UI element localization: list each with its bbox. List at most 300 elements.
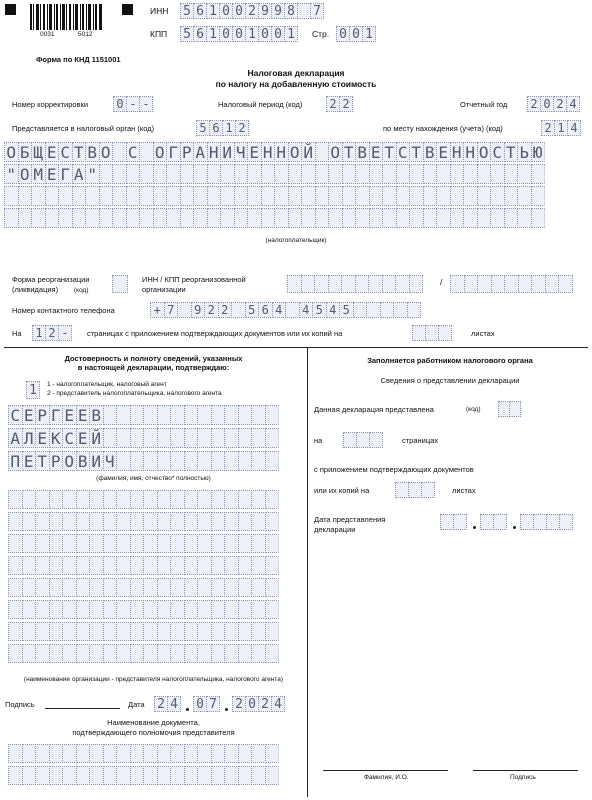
cell — [559, 514, 573, 530]
cell — [170, 600, 185, 619]
cell — [103, 490, 118, 509]
cell — [103, 578, 118, 597]
cell: В — [85, 142, 100, 162]
cell — [143, 766, 158, 785]
cell — [184, 451, 199, 471]
cell — [180, 208, 195, 228]
cell: Е — [76, 405, 91, 425]
cell — [45, 208, 60, 228]
cell — [328, 186, 343, 206]
cell: Е — [436, 142, 451, 162]
cell — [220, 186, 235, 206]
cell: Р — [180, 142, 195, 162]
cell — [62, 766, 77, 785]
cell — [49, 534, 64, 553]
cell — [408, 482, 422, 498]
cell — [72, 186, 87, 206]
cell — [224, 556, 239, 575]
submitted-label: Данная декларация представлена — [314, 405, 434, 414]
period-field[interactable] — [326, 96, 352, 112]
cell: И — [89, 451, 104, 471]
cell: Т — [35, 451, 50, 471]
cell — [49, 622, 64, 641]
cell: 9 — [271, 3, 285, 19]
cell — [197, 428, 212, 448]
cell — [62, 512, 77, 531]
cell — [438, 325, 452, 341]
reorg-label-2: (ликвидация) — [12, 285, 59, 294]
cell — [4, 208, 19, 228]
date-month-field[interactable] — [193, 696, 219, 712]
cell — [143, 512, 158, 531]
cell — [116, 512, 131, 531]
cell: А — [193, 142, 208, 162]
location-field[interactable] — [541, 120, 580, 136]
cell — [395, 482, 409, 498]
cell — [211, 405, 226, 425]
cell: Ю — [531, 142, 546, 162]
cell: О — [477, 142, 492, 162]
cell: Г — [49, 405, 64, 425]
cell: Ч — [234, 142, 249, 162]
slash: / — [440, 277, 443, 287]
barcode-number-right: 5012 — [78, 31, 93, 38]
cell — [99, 208, 114, 228]
cell: 6 — [258, 302, 273, 318]
cell: Б — [18, 142, 33, 162]
cell — [224, 622, 239, 641]
cell — [261, 208, 276, 228]
cell: 1 — [222, 120, 236, 136]
cell: Н — [450, 142, 465, 162]
cell — [126, 164, 141, 184]
location-label: по месту нахождения (учета) (код) — [383, 124, 503, 133]
cell — [31, 208, 46, 228]
cell: 1 — [284, 26, 298, 42]
form-code: Форма по КНД 1151001 — [36, 55, 121, 64]
cell — [49, 644, 64, 663]
cell: 4 — [566, 96, 580, 112]
cell — [103, 766, 118, 785]
rep-org-line-6[interactable] — [8, 600, 278, 619]
phone-field[interactable] — [150, 302, 420, 318]
cell — [130, 744, 145, 763]
cell — [153, 164, 168, 184]
cell: 0 — [193, 696, 207, 712]
cell: 7 — [310, 3, 324, 19]
cell — [477, 275, 492, 293]
cell — [35, 534, 50, 553]
cell — [382, 275, 397, 293]
submitted-code-label: (код) — [466, 406, 481, 413]
cell — [504, 208, 519, 228]
cell — [143, 600, 158, 619]
cell — [453, 514, 467, 530]
cell — [130, 490, 145, 509]
date-separator — [186, 708, 189, 711]
correction-field[interactable] — [113, 96, 152, 112]
cell — [72, 208, 87, 228]
cell — [412, 325, 426, 341]
cell — [224, 428, 239, 448]
cell — [247, 208, 262, 228]
cell — [546, 514, 560, 530]
cell: Н — [207, 142, 222, 162]
rep-org-line-8[interactable] — [8, 644, 278, 663]
date-year-field[interactable] — [232, 696, 284, 712]
cell — [116, 766, 131, 785]
cell — [436, 186, 451, 206]
cell — [4, 186, 19, 206]
cell — [99, 186, 114, 206]
on-label: на — [314, 436, 323, 445]
cell — [49, 600, 64, 619]
cell — [238, 622, 253, 641]
authority-field[interactable] — [196, 120, 248, 136]
cell — [355, 208, 370, 228]
cell — [369, 186, 384, 206]
column-divider — [307, 347, 308, 797]
cell: Е — [35, 428, 50, 448]
cell — [130, 512, 145, 531]
cell — [22, 534, 37, 553]
cell — [89, 556, 104, 575]
cell — [251, 490, 266, 509]
cell: Е — [45, 164, 60, 184]
reorg-code-field[interactable] — [112, 275, 127, 293]
cell — [8, 744, 23, 763]
cell — [8, 622, 23, 641]
cell — [224, 644, 239, 663]
cell — [143, 622, 158, 641]
cell — [490, 208, 505, 228]
cell — [170, 534, 185, 553]
cell — [112, 275, 128, 293]
cell — [35, 622, 50, 641]
cell — [238, 644, 253, 663]
cell — [112, 208, 127, 228]
cell — [211, 622, 226, 641]
cell: 7 — [206, 696, 220, 712]
cell — [139, 208, 154, 228]
cell — [49, 490, 64, 509]
cell: Т — [72, 142, 87, 162]
cell — [58, 186, 73, 206]
cell — [89, 744, 104, 763]
inn-field[interactable] — [180, 3, 323, 19]
cell: 2 — [527, 96, 541, 112]
left-header-2: в настоящей декларации, подтверждаю: — [77, 363, 230, 372]
title-line-1: Налоговая декларация — [247, 68, 345, 78]
cell — [368, 275, 383, 293]
submit-day-field[interactable] — [440, 514, 466, 530]
cell — [62, 490, 77, 509]
cell — [224, 534, 239, 553]
cell — [251, 644, 266, 663]
doc-caption-1: Наименование документа, — [107, 718, 200, 727]
doc-line-2[interactable] — [8, 766, 278, 785]
cell — [531, 164, 546, 184]
doc-line-1[interactable] — [8, 744, 278, 763]
cell: 5 — [180, 26, 194, 42]
cell: Й — [301, 142, 316, 162]
cell — [224, 405, 239, 425]
date-separator — [473, 526, 476, 529]
submitted-code-field[interactable] — [498, 401, 520, 417]
cell: М — [31, 164, 46, 184]
cell — [504, 186, 519, 206]
cell — [197, 512, 212, 531]
submit-year-field[interactable] — [520, 514, 572, 530]
cell — [197, 534, 212, 553]
cell — [220, 208, 235, 228]
cell — [130, 405, 145, 425]
cell — [184, 512, 199, 531]
cell — [89, 622, 104, 641]
signature-line[interactable] — [45, 708, 120, 709]
cell — [315, 208, 330, 228]
tax-pages-field[interactable] — [343, 432, 382, 448]
rep-org-line-2[interactable] — [8, 512, 278, 531]
cell — [409, 208, 424, 228]
cell — [8, 766, 23, 785]
cell — [423, 186, 438, 206]
cell — [126, 186, 141, 206]
cell — [517, 208, 532, 228]
sign-line[interactable] — [473, 770, 578, 771]
cell — [62, 622, 77, 641]
right-header: Заполняется работником налогового органа — [367, 356, 533, 365]
cell — [251, 534, 266, 553]
cell — [558, 275, 573, 293]
cell — [22, 578, 37, 597]
cell: С — [58, 142, 73, 162]
cell: 2 — [45, 325, 59, 341]
cell — [301, 208, 316, 228]
cell — [49, 744, 64, 763]
cell: 2 — [235, 120, 249, 136]
cell — [197, 451, 212, 471]
cell — [8, 578, 23, 597]
doc-caption-2: подтверждающего полномочия представителя — [72, 728, 235, 737]
surname-field[interactable] — [8, 405, 278, 425]
cell — [211, 600, 226, 619]
cell: С — [490, 142, 505, 162]
cell — [450, 208, 465, 228]
cell — [493, 514, 507, 530]
cell — [116, 644, 131, 663]
cell — [143, 490, 158, 509]
year-field[interactable] — [527, 96, 579, 112]
reorg-inn-field[interactable] — [287, 275, 422, 293]
cell — [463, 186, 478, 206]
org-name-line-3[interactable] — [4, 186, 544, 206]
cell — [130, 644, 145, 663]
cell — [531, 275, 546, 293]
cell — [184, 556, 199, 575]
sheets-word: листах — [452, 486, 476, 495]
cell — [288, 208, 303, 228]
cell — [251, 744, 266, 763]
cell: Щ — [31, 142, 46, 162]
cell: А — [72, 164, 87, 184]
org-name-line-2[interactable] — [4, 164, 544, 184]
cell — [197, 556, 212, 575]
cell: Е — [247, 142, 262, 162]
cell: 1 — [206, 3, 220, 19]
kpp-field[interactable] — [180, 26, 297, 42]
cell — [342, 186, 357, 206]
cell — [22, 644, 37, 663]
cell — [301, 275, 316, 293]
cell — [238, 556, 253, 575]
cell — [8, 556, 23, 575]
cell: " — [4, 164, 19, 184]
tax-sheets-field[interactable] — [395, 482, 434, 498]
cell — [116, 556, 131, 575]
cell: 2 — [553, 96, 567, 112]
cell — [238, 405, 253, 425]
rep-org-line-7[interactable] — [8, 622, 278, 641]
cell: - — [139, 96, 153, 112]
cell — [112, 164, 127, 184]
rep-org-line-4[interactable] — [8, 556, 278, 575]
cell: + — [150, 302, 165, 318]
sheets-count-field[interactable] — [412, 325, 451, 341]
cell — [251, 512, 266, 531]
cell — [157, 622, 172, 641]
cell — [112, 142, 127, 162]
cell — [126, 208, 141, 228]
cell — [143, 534, 158, 553]
rep-org-line-5[interactable] — [8, 578, 278, 597]
cell — [197, 622, 212, 641]
cell — [157, 490, 172, 509]
cell — [274, 208, 289, 228]
date-day-field[interactable] — [154, 696, 180, 712]
page-number-field[interactable] — [336, 26, 375, 42]
cell — [207, 186, 222, 206]
name-field[interactable] — [8, 428, 278, 448]
cell: А — [8, 428, 23, 448]
cell: Т — [342, 142, 357, 162]
cell — [407, 302, 422, 318]
rep-org-line-1[interactable] — [8, 490, 278, 509]
cell — [396, 164, 411, 184]
year-label: Отчетный год — [460, 100, 508, 109]
cell — [328, 164, 343, 184]
cell — [297, 3, 311, 19]
cell — [531, 208, 546, 228]
cell — [450, 186, 465, 206]
cell — [328, 275, 343, 293]
cell — [76, 556, 91, 575]
cell — [143, 644, 158, 663]
cell — [180, 186, 195, 206]
cell — [35, 766, 50, 785]
submit-month-field[interactable] — [480, 514, 506, 530]
cell — [231, 302, 246, 318]
cell — [545, 275, 560, 293]
reorg-kpp-field[interactable] — [450, 275, 572, 293]
cell — [251, 428, 266, 448]
cell — [211, 766, 226, 785]
cell: П — [8, 451, 23, 471]
cell: Т — [382, 142, 397, 162]
cell — [517, 164, 532, 184]
cell — [211, 578, 226, 597]
cell — [143, 744, 158, 763]
cell — [76, 490, 91, 509]
cell — [356, 432, 370, 448]
cell: О — [288, 142, 303, 162]
cell — [265, 644, 280, 663]
cell — [89, 644, 104, 663]
cell: 0 — [349, 26, 363, 42]
cell: С — [62, 428, 77, 448]
cell — [76, 644, 91, 663]
pages-count-field[interactable] — [32, 325, 71, 341]
phone-label: Номер контактного телефона — [12, 306, 115, 315]
cell: К — [49, 428, 64, 448]
cell — [238, 428, 253, 448]
cell — [184, 405, 199, 425]
cell — [531, 186, 546, 206]
cell — [157, 744, 172, 763]
rep-org-line-3[interactable] — [8, 534, 278, 553]
org-name-line-1[interactable] — [4, 142, 544, 162]
title-line-2: по налогу на добавленную стоимость — [215, 79, 377, 89]
fio-line[interactable] — [323, 770, 448, 771]
cell: Н — [274, 142, 289, 162]
reorg-code-label: (код) — [74, 287, 89, 294]
patronymic-field[interactable] — [8, 451, 278, 471]
cell — [251, 578, 266, 597]
cell — [265, 490, 280, 509]
cell — [490, 164, 505, 184]
cell — [139, 142, 154, 162]
cell — [166, 164, 181, 184]
cell — [170, 428, 185, 448]
submit-date-label-1: Дата представления — [314, 515, 386, 524]
cell: - — [126, 96, 140, 112]
cell — [89, 578, 104, 597]
org-name-line-4[interactable] — [4, 208, 544, 228]
cell — [211, 428, 226, 448]
cell: 5 — [245, 302, 260, 318]
cell: Е — [22, 451, 37, 471]
cell — [197, 600, 212, 619]
cell — [170, 744, 185, 763]
cell — [211, 556, 226, 575]
cell — [170, 405, 185, 425]
cell — [130, 556, 145, 575]
pages-word: страницах — [402, 436, 439, 445]
cell — [355, 275, 370, 293]
signer-code-field[interactable] — [26, 381, 39, 399]
cell — [184, 600, 199, 619]
cell — [184, 622, 199, 641]
cell — [234, 164, 249, 184]
cell — [328, 208, 343, 228]
cell: Н — [261, 142, 276, 162]
cell — [35, 744, 50, 763]
cell — [463, 208, 478, 228]
cell — [103, 405, 118, 425]
cell — [116, 490, 131, 509]
cell — [211, 744, 226, 763]
sheets-label: листах — [471, 329, 495, 338]
